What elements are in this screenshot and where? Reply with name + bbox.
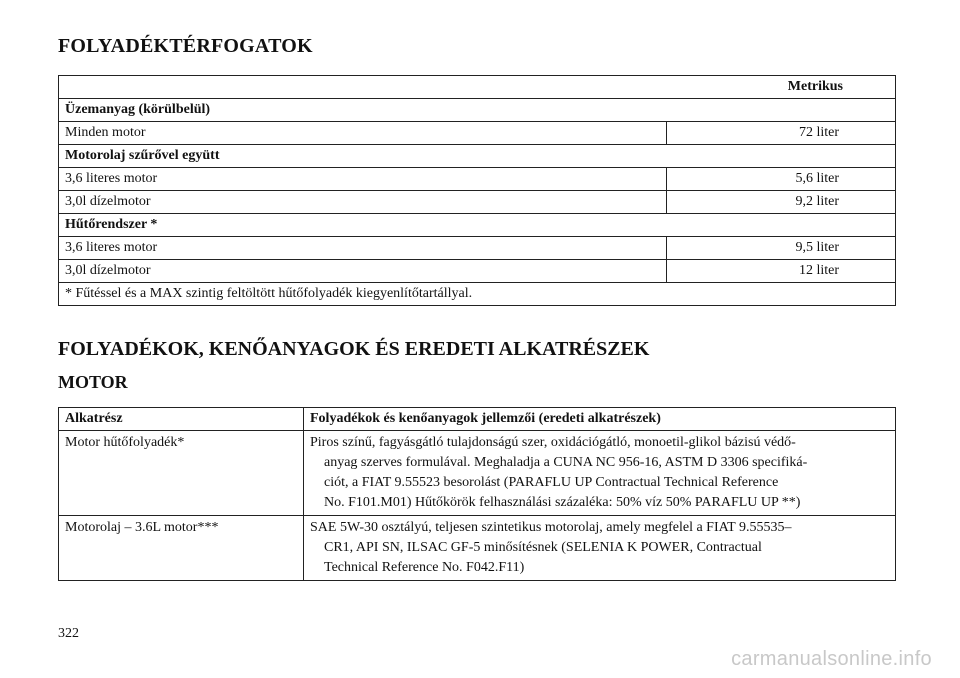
part-description — [304, 431, 896, 516]
fluids-lubricants-table — [58, 407, 896, 581]
description-line: ciót, a FIAT 9.55523 besorolást (PARAFLU UP Contractual Technical Reference — [324, 475, 779, 490]
table-row — [59, 168, 896, 191]
table-row — [59, 122, 896, 145]
part-name: Motor hűtőfolyadék* — [59, 431, 304, 516]
column-header-description: Folyadékok és kenőanyagok jellemzői (eredeti alkatrészek) — [304, 408, 896, 431]
section-row — [59, 145, 896, 168]
section-heading-engine: MOTOR — [58, 372, 128, 392]
row-label: Minden motor — [59, 122, 667, 145]
row-label: 3,6 literes motor — [59, 168, 667, 191]
description-line: anyag szerves formulával. Meghaladja a CUNA NC 956-16, ASTM D 3306 specifiká- — [324, 455, 808, 470]
table-row — [59, 237, 896, 260]
table-row — [59, 260, 896, 283]
row-label: 3,0l dízelmotor — [59, 191, 667, 214]
description-line: CR1, API SN, ILSAC GF-5 minősítésnek (SELENIA K POWER, Contractual — [324, 540, 762, 555]
section-engine-oil: Motorolaj szűrővel együtt — [59, 145, 896, 168]
table-header-row — [59, 76, 896, 99]
section-row — [59, 99, 896, 122]
row-value: 72 liter — [667, 122, 896, 145]
watermark: carmanualsonline.info — [731, 648, 932, 670]
table-row — [59, 431, 896, 516]
row-value: 9,5 liter — [667, 237, 896, 260]
table-footnote: * Fűtéssel és a MAX szintig feltöltött hűtőfolyadék kiegyenlítőtartállyal. — [59, 283, 896, 306]
description-line: Technical Reference No. F042.F11) — [324, 560, 525, 575]
row-value: 5,6 liter — [667, 168, 896, 191]
table-row — [59, 516, 896, 581]
section-row — [59, 214, 896, 237]
row-label: 3,0l dízelmotor — [59, 260, 667, 283]
page-number: 322 — [58, 626, 79, 641]
fluid-volumes-table — [58, 75, 896, 306]
section-fuel: Üzemanyag (körülbelül) — [59, 99, 896, 122]
column-header-part: Alkatrész — [59, 408, 304, 431]
part-name: Motorolaj – 3.6L motor*** — [59, 516, 304, 581]
part-description — [304, 516, 896, 581]
table-row — [59, 191, 896, 214]
description-line: Piros színű, fagyásgátló tulajdonságú szer, oxidációgátló, monoetil-glikol bázisú védő- — [310, 435, 796, 450]
description-line: No. F101.M01) Hűtőkörök felhasználási százaléka: 50% víz 50% PARAFLU UP **) — [324, 495, 801, 510]
row-label: 3,6 literes motor — [59, 237, 667, 260]
footnote-row — [59, 283, 896, 306]
description-line: SAE 5W-30 osztályú, teljesen szintetikus motorolaj, amely megfelel a FIAT 9.55535– — [310, 520, 792, 535]
section-heading-fluids: FOLYADÉKOK, KENŐANYAGOK ÉS EREDETI ALKATRÉSZEK — [58, 338, 650, 360]
row-value: 12 liter — [667, 260, 896, 283]
row-value: 9,2 liter — [667, 191, 896, 214]
unit-header: Metrikus — [59, 76, 896, 99]
section-cooling-system: Hűtőrendszer * — [59, 214, 896, 237]
table-header-row — [59, 408, 896, 431]
page-title: FOLYADÉKTÉRFOGATOK — [58, 35, 313, 57]
